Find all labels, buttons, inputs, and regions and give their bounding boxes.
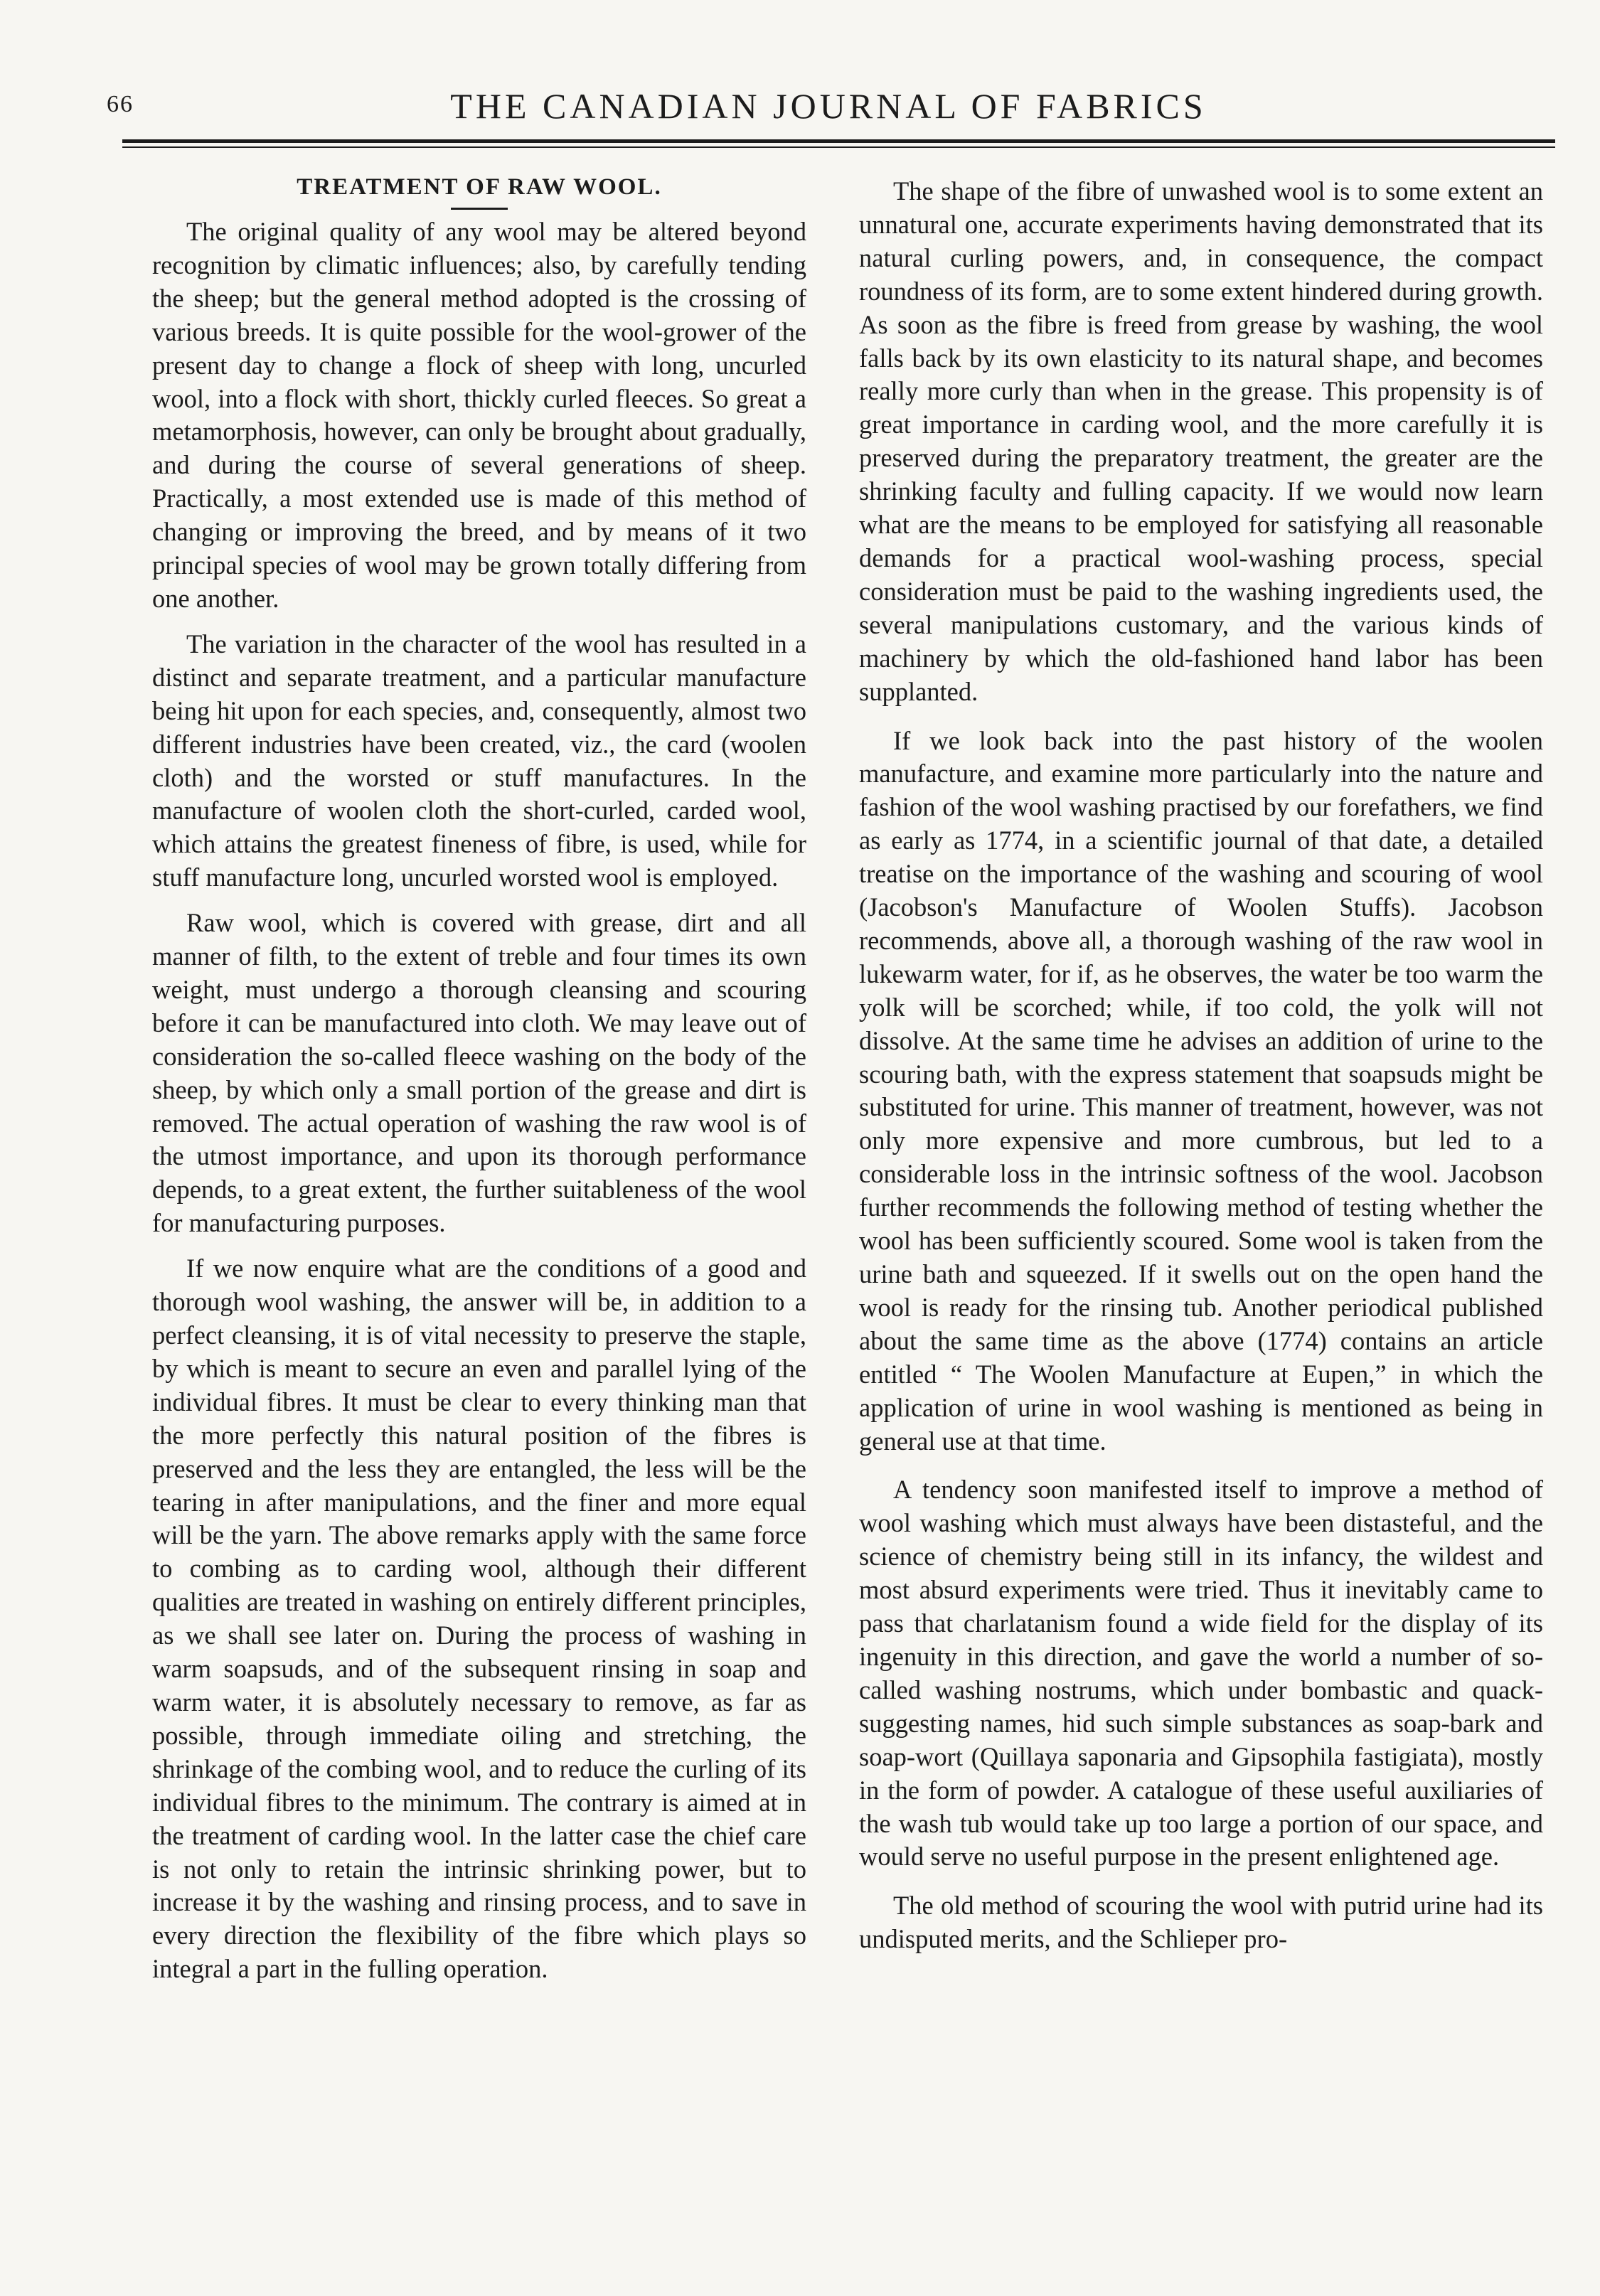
journal-title: THE CANADIAN JOURNAL OF FABRICS bbox=[450, 86, 1207, 126]
paragraph: If we now enquire what are the conditions of a good and thorough wool washing, the answer will be, in addition to a perfect cleansing, it is of vital necessity to preserve the staple, by which is meant to secure an even and parallel lying of the individual fibres. It must be clear to every thinking man that the more perfectly this natural position of the fibres is preserved and the less they are entangled, the less will be the tearing in after manipulations, and the finer and more equal will be the yarn. The above remarks apply with the same force to combing as to carding wool, although their different qualities are treated in washing on entirely different principles, as we shall see later on. During the process of washing in warm soapsuds, and of the subsequent rinsing in soap and warm water, it is absolutely necessary to remove, as far as possible, through immediate oiling and stretching, the shrinkage of the combing wool, and to reduce the curling of its individual fibres to the minimum. The contrary is aimed at in the treatment of carding wool. In the latter case the chief care is not only to retain the intrinsic shrinking power, but to increase it by the washing and rinsing process, and to save in every direction the flexibility of the fibre which plays so integral a part in the fulling operation. bbox=[152, 1254, 806, 1984]
left-column bbox=[152, 171, 806, 1998]
running-head bbox=[107, 85, 1550, 135]
paragraph: The shape of the fibre of unwashed wool is to some extent an unnatural one, accurate experiments having demonstrated that its natural curling powers, and, in consequence, the compact roundness of its form, are to some extent hindered during growth. As soon as the fibre is freed from grease by washing, the wool falls back by its own elasticity to its natural shape, and becomes really more curly than when in the grease. This propensity is of great importance in carding wool, and the more carefully it is preserved during the preparatory treatment, the greater are the shrinking faculty and fulling capacity. If we would now learn what are the means to be employed for satisfying all reasonable demands for a practical wool-washing process, special consideration must be paid to the washing ingredients used, the several manipulations customary, and the various kinds of machinery by which the old-fashioned hand labor has been supplanted. bbox=[859, 176, 1543, 706]
header-rule-thin bbox=[122, 146, 1555, 148]
right-column bbox=[859, 175, 1543, 1972]
header-rule-thick bbox=[122, 139, 1555, 143]
paragraph: The old method of scouring the wool with putrid urine had its undisputed merits, and the Schlieper pro- bbox=[859, 1891, 1543, 1954]
paragraph: The original quality of any wool may be altered beyond recognition by climatic influences; also, by carefully tending the sheep; but the general method adopted is the crossing of various breeds. It is quite possible for the wool-grower of the present day to change a flock of sheep with long, uncurled wool, into a flock with short, thickly curled fleeces. So great a metamorphosis, however, can only be brought about gradually, and during the course of several generations of sheep. Practically, a most extended use is made of this method of changing or improving the breed, and by means of it two principal species of wool may be grown totally differing from one another. bbox=[152, 217, 806, 613]
paragraph: Raw wool, which is covered with grease, dirt and all manner of filth, to the extent of treble and four times its own weight, must undergo a thorough cleansing and scouring before it can be manufactured into cloth. We may leave out of consideration the so-called fleece washing on the body of the sheep, by which only a small portion of the grease and dirt is removed. The actual operation of washing the raw wool is of the utmost importance, and upon its thorough performance depends, to a great extent, the further suitableness of the wool for manufacturing purposes. bbox=[152, 908, 806, 1238]
paragraph: A tendency soon manifested itself to improve a method of wool washing which must always have been distasteful, and the science of chemistry being still in its infancy, the wildest and most absurd experiments were tried. Thus it inevitably came to pass that charlatanism found a wide field for the display of its ingenuity in this direction, and gave the world a number of so-called washing nostrums, which under bombastic and quack-suggesting names, hid such simple substances as soap-bark and soap-wort (Quillaya saponaria and Gipsophila fastigiata), mostly in the form of powder. A catalogue of these useful auxiliaries of the wash tub would take up too large a portion of our space, and would serve no useful purpose in the present enlightened age. bbox=[859, 1475, 1543, 1871]
article-title: TREATMENT OF RAW WOOL. bbox=[297, 174, 662, 200]
paragraph: If we look back into the past history of the woolen manufacture, and examine more particularly into the nature and fashion of the wool washing practised by our forefathers, we find as early as 1774, in a scientific journal of that date, a detailed treatise on the importance of the washing and scouring of wool (Jacobson's Manufacture of Woolen Stuffs). Jacobson recommends, above all, a thorough washing of the raw wool in lukewarm water, for if, as he observes, the water be too warm the yolk will be scorched; while, if too cold, the yolk will not dissolve. At the same time he advises an addition of urine to the scouring bath, with the express statement that soapsuds might be substituted for urine. This manner of treatment, however, was not only more expensive and more cumbrous, but led to a considerable loss in the intrinsic softness of the wool. Jacobson further recommends the following method of testing whether the wool has been sufficiently scoured. Some wool is taken from the urine bath and squeezed. If it swells out on the open hand the wool is ready for the rinsing tub. Another periodical published about the same time as the above (1774) contains an article entitled “ The Woolen Manufacture at Eupen,” in which the application of urine in wool washing is mentioned as being in general use at that time. bbox=[859, 725, 1543, 1456]
page-number: 66 bbox=[107, 91, 134, 117]
paragraph: The variation in the character of the wool has resulted in a distinct and separate treatment, and a particular manufacture being hit upon for each species, and, consequently, almost two different industries have been created, viz., the card (woolen cloth) and the worsted or stuff manufactures. In the manufacture of woolen cloth the short-curled, carded wool, which attains the greatest fineness of fibre, is used, while for stuff manufacture long, uncurled worsted wool is employed. bbox=[152, 629, 806, 892]
title-rule bbox=[451, 208, 508, 210]
